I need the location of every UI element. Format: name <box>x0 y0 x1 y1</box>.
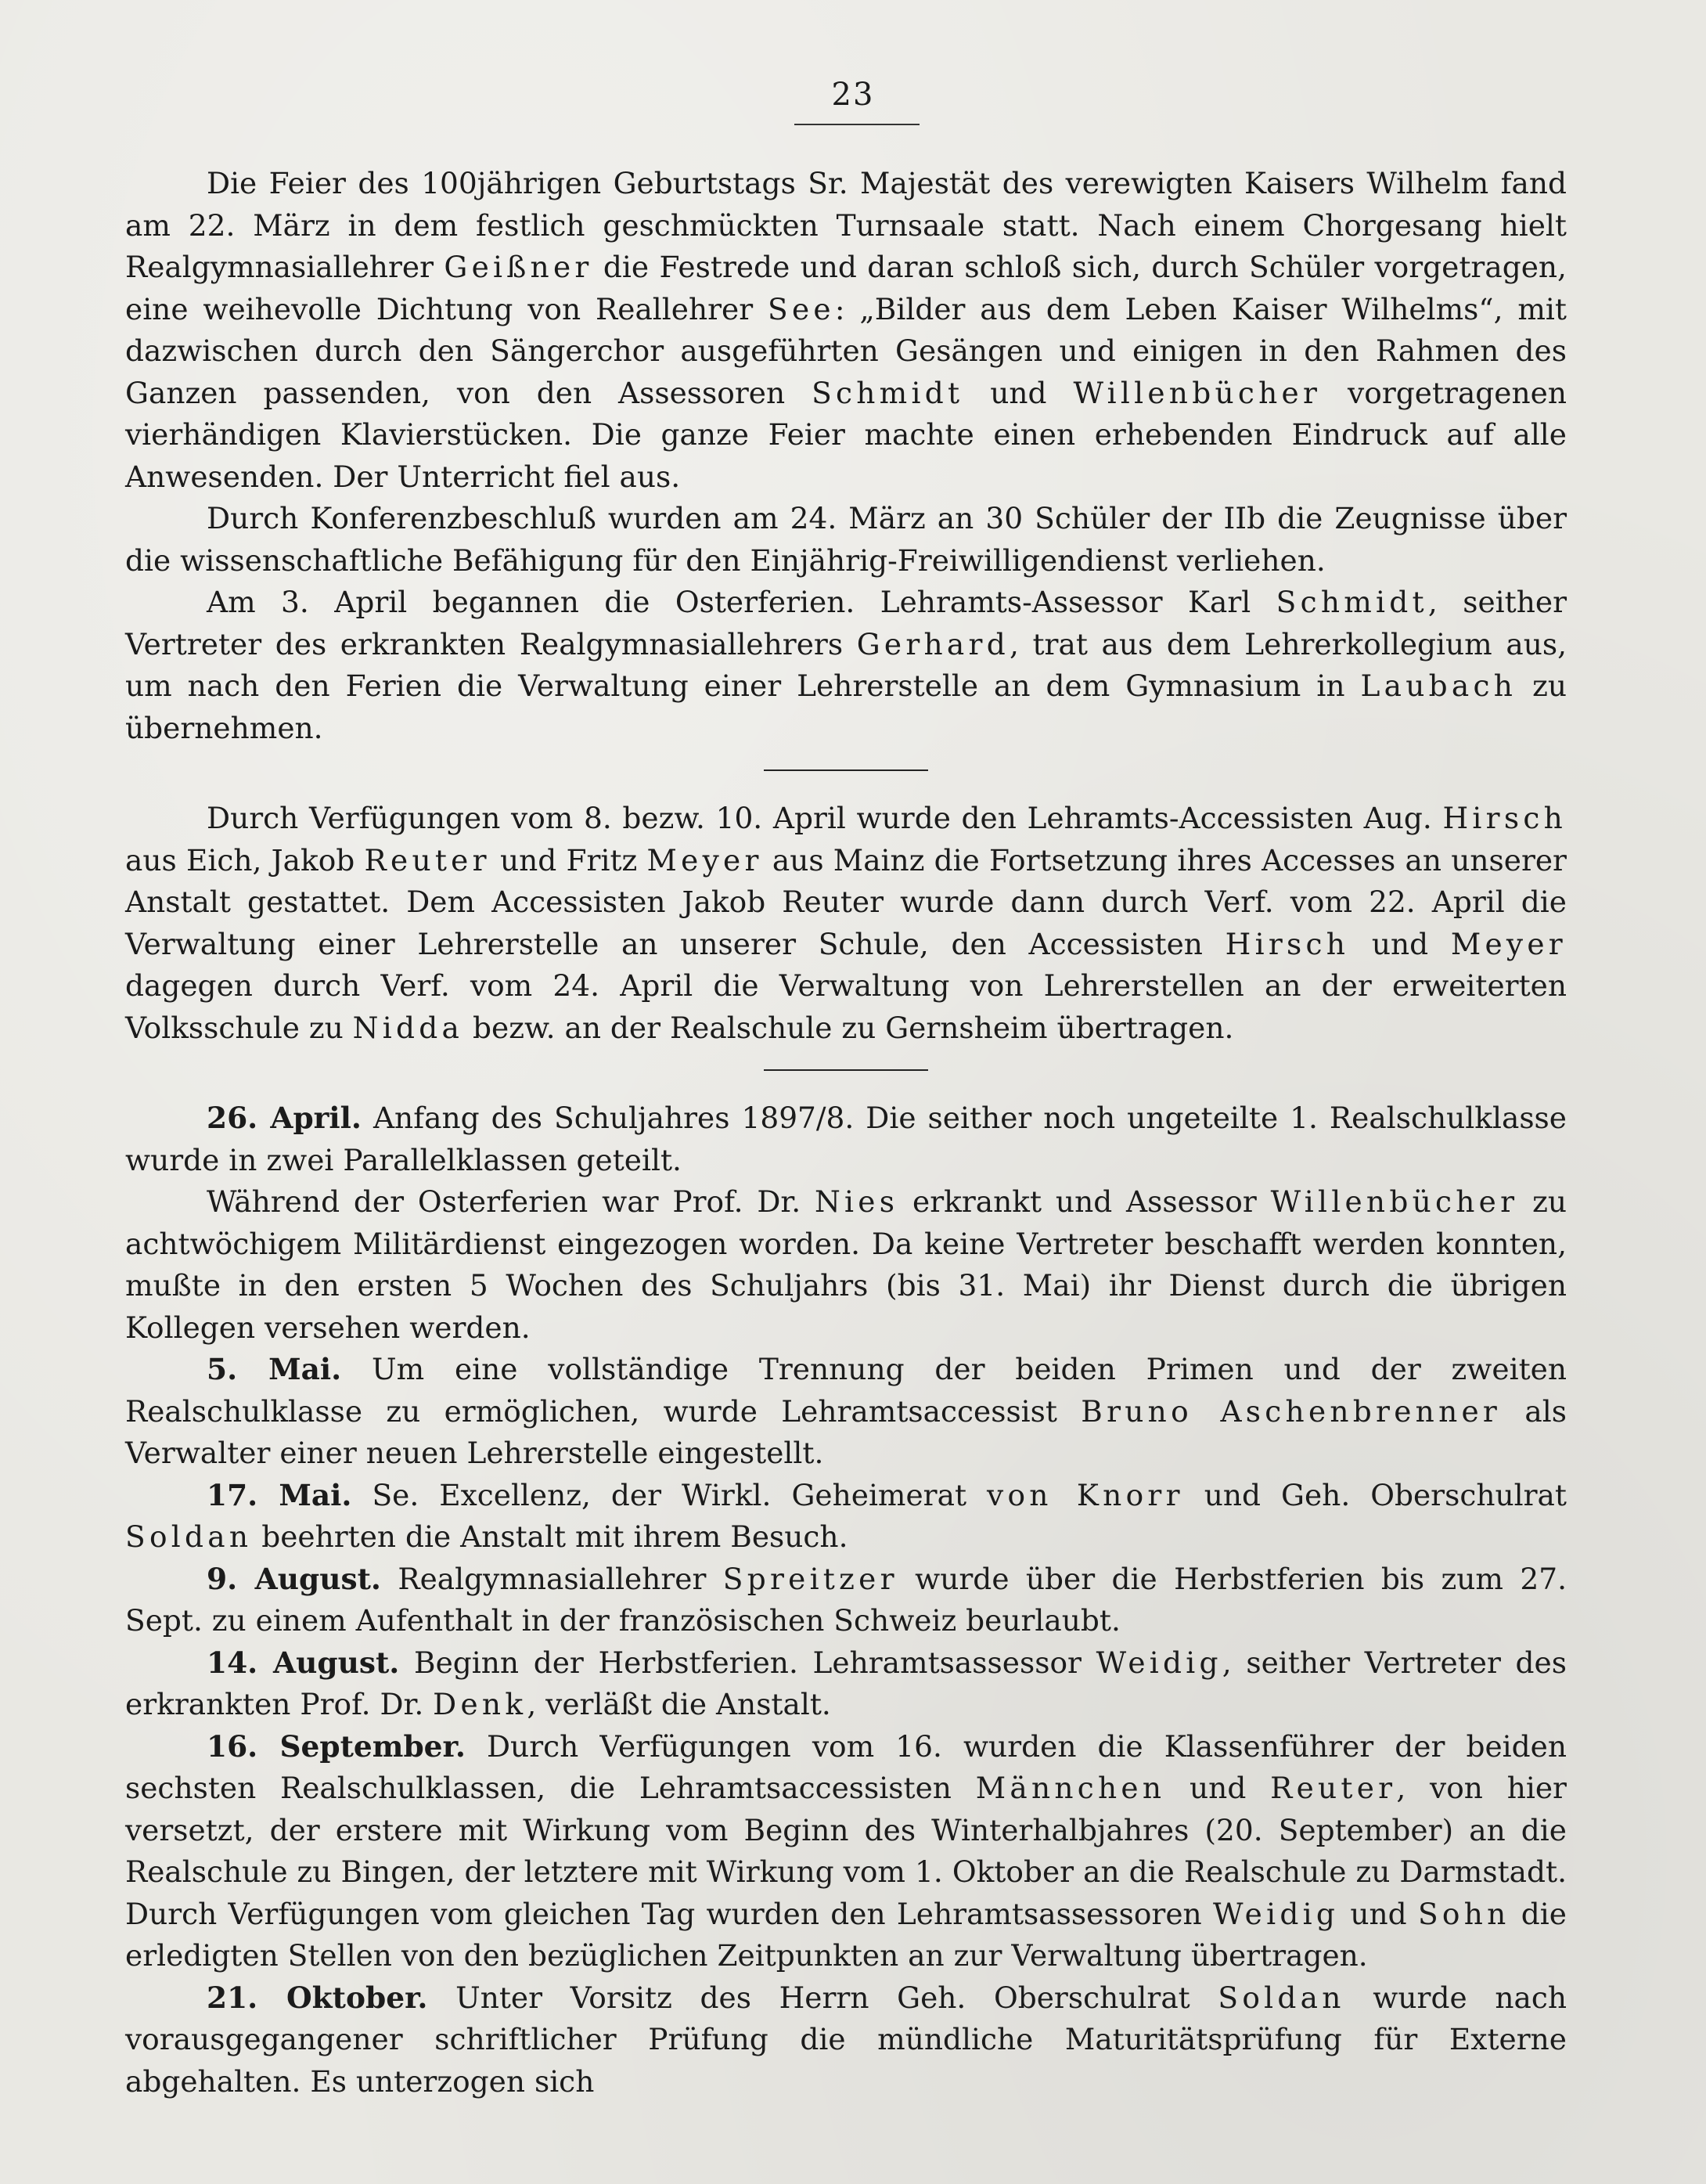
name-meyer-2: Meyer <box>1450 926 1567 961</box>
name-reuter: Reuter <box>364 842 491 878</box>
entry-osterferien: Während der Osterferien war Prof. Dr. Nies erkrankt und Assessor Willenbücher zu achtwöchigem Militärdienst eingezogen worden. Da keine Vertreter beschafft werden konnten, mußte in den ersten 5 Wochen des Schuljahrs (bis 31. Mai) ihr Dienst durch die übrigen Kollegen versehen werden. <box>125 1184 1567 1345</box>
name-willenbuecher: Willenbücher <box>1073 375 1322 410</box>
date-april-26: 26. April. <box>207 1101 362 1135</box>
name-sohn: Sohn <box>1417 1896 1510 1931</box>
date-mai-17: 17. Mai. <box>207 1477 352 1512</box>
date-september-16: 16. September. <box>207 1728 466 1764</box>
name-schmidt-karl: Schmidt <box>1276 585 1428 619</box>
name-meyer: Meyer <box>646 842 763 878</box>
entry-oktober-21: 21. Oktober. Unter Vorsitz des Herrn Geh. Oberschulrat Soldan wurde nach vorausgegangener schriftlicher Prüfung die mündliche Maturitätsprüfung für Externe abgehalten. Es unterzogen sich <box>125 1980 1567 2099</box>
name-schmidt: Schmidt <box>812 375 964 410</box>
page-number: 23 <box>831 77 875 113</box>
name-maennchen: Männchen <box>975 1771 1166 1805</box>
date-august-14: 14. August. <box>207 1645 400 1680</box>
paragraph-osterferien-april: Am 3. April begannen die Osterferien. Lehramts-Assessor Karl Schmidt, seither Vertreter des erkrankten Realgymnasiallehrers Gerhard, trat aus dem Lehrerkollegium aus, um nach den Ferien die Verwaltung einer Lehrerstelle an dem Gymnasium in Laubach zu übernehmen. <box>125 585 1567 745</box>
page-number-rule <box>794 124 920 125</box>
name-nies: Nies <box>814 1184 899 1219</box>
section-divider-2 <box>764 1069 928 1071</box>
entry-august-14: 14. August. Beginn der Herbstferien. Lehramtsassessor Weidig, seither Vertreter des erkrankten Prof. Dr. Denk, verläßt die Anstalt. <box>125 1645 1567 1721</box>
name-gerhard: Gerhard <box>856 626 1010 661</box>
name-denk: Denk <box>433 1687 527 1721</box>
date-august-9: 9. August. <box>207 1561 381 1596</box>
name-reuter-2: Reuter <box>1270 1771 1397 1805</box>
entry-august-9: 9. August. Realgymnasiallehrer Spreitzer wurde über die Herbstferien bis zum 27. Sept. zu einem Aufenthalt in der französischen Schweiz beurlaubt. <box>125 1561 1567 1638</box>
name-weidig: Weidig <box>1096 1645 1222 1680</box>
name-willenbuecher-2: Willenbücher <box>1270 1184 1519 1219</box>
name-spreitzer: Spreitzer <box>722 1561 898 1596</box>
name-hirsch: Hirsch <box>1442 801 1567 835</box>
name-hirsch-2: Hirsch <box>1225 926 1350 961</box>
name-see: See <box>768 291 835 326</box>
date-mai-5: 5. Mai. <box>207 1352 342 1386</box>
section-divider <box>764 769 928 771</box>
name-aschenbrenner: Bruno Aschenbrenner <box>1081 1393 1502 1429</box>
body-text <box>125 163 1567 2103</box>
name-von-knorr: von Knorr <box>987 1477 1184 1512</box>
place-laubach: Laubach <box>1360 669 1517 703</box>
name-weidig-2: Weidig <box>1212 1896 1340 1931</box>
date-oktober-21: 21. Oktober. <box>207 1980 428 2015</box>
entry-april-26: 26. April. Anfang des Schuljahres 1897/8. Die seither noch ungeteilte 1. Realschulklasse wurde in zwei Parallelklassen geteilt. <box>125 1101 1567 1177</box>
entry-mai-17: 17. Mai. Se. Excellenz, der Wirkl. Geheimerat von Knorr und Geh. Oberschulrat Soldan beehrten die Anstalt mit ihrem Besuch. <box>125 1477 1567 1554</box>
entry-september-16: 16. September. Durch Verfügungen vom 16. wurden die Klassenführer der beiden sechsten Realschulklassen, die Lehramtsaccessisten Männchen und Reuter, von hier versetzt, der erstere mit Wirkung vom Beginn des Winterhalbjahres (20. September) an die Realschule zu Bingen, der letztere mit Wirkung vom 1. Oktober an die Realschule zu Darmstadt. Durch Verfügungen vom gleichen Tag wurden den Lehramtsassessoren Weidig und Sohn die erledigten Stellen von den bezüglichen Zeitpunkten an zur Verwaltung übertragen. <box>125 1728 1567 1973</box>
entry-mai-5: 5. Mai. Um eine vollständige Trennung der beiden Primen und der zweiten Realschulklasse zu ermöglichen, wurde Lehramtsaccessist Bruno Aschenbrenner als Verwalter einer neuen Lehrerstelle eingestellt. <box>125 1352 1567 1470</box>
place-nidda: Nidda <box>352 1010 464 1045</box>
name-geissner: Geißner <box>444 250 593 284</box>
name-soldan-2: Soldan <box>1218 1980 1345 2015</box>
paragraph-accessisten: Durch Verfügungen vom 8. bezw. 10. April wurde den Lehramts-Accessisten Aug. Hirsch aus Eich, Jakob Reuter und Fritz Meyer aus Mainz die Fortsetzung ihres Accesses an unserer Anstalt gestattet. Dem Accessisten Jakob Reuter wurde dann durch Verf. vom 22. April die Verwaltung einer Lehrerstelle an unserer Schule, den Accessisten Hirsch und Meyer dagegen durch Verf. vom 24. April die Verwaltung von Lehrerstellen an der erweiterten Volksschule zu Nidda bezw. an der Realschule zu Gernsheim übertragen. <box>125 801 1567 1045</box>
paragraph-kaiser-feier: Die Feier des 100jährigen Geburtstags Sr. Majestät des verewigten Kaisers Wilhelm fand am 22. März in dem festlich geschmückten Turnsaale statt. Nach einem Chorgesang hielt Realgymnasiallehrer Geißner die Festrede und daran schloß sich, durch Schüler vorgetragen, eine weihevolle Dichtung von Reallehrer See: „Bilder aus dem Leben Kaiser Wilhelms“, mit dazwischen durch den Sängerchor ausgeführten Gesängen und einigen in den Rahmen des Ganzen passenden, von den Assessoren Schmidt und Willenbücher vorgetragenen vierhändigen Klavierstücken. Die ganze Feier machte einen erhebenden Eindruck auf alle Anwesenden. Der Unterricht fiel aus. <box>125 166 1567 494</box>
name-soldan: Soldan <box>125 1519 253 1554</box>
paragraph-konferenzbeschluss: Durch Konferenzbeschluß wurden am 24. März an 30 Schüler der IIb die Zeugnisse über die wissenschaftliche Befähigung für den Einjährig-Freiwilligendienst verliehen. <box>125 501 1567 578</box>
